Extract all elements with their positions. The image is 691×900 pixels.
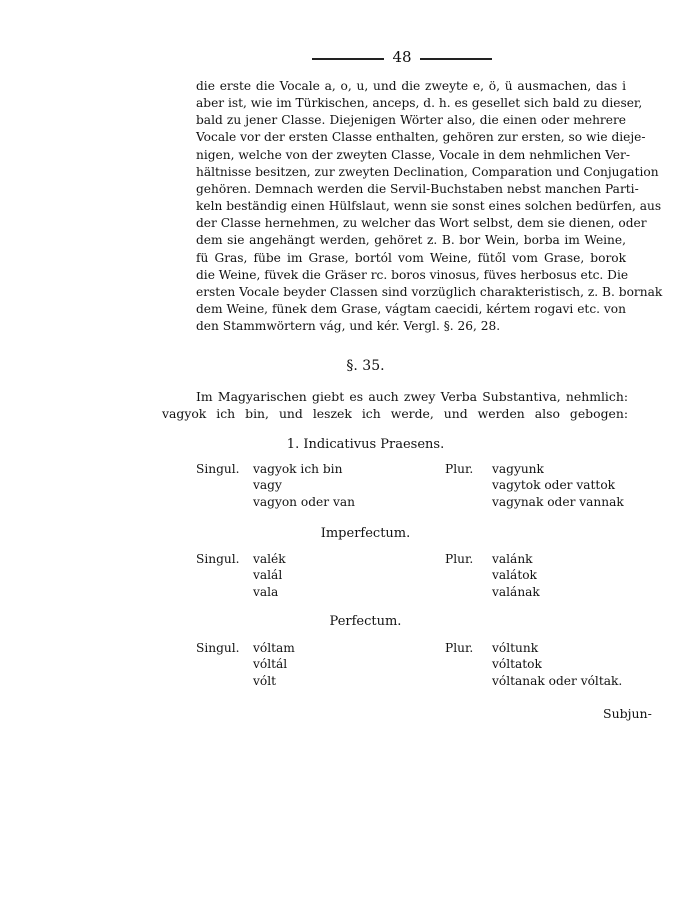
plural-forms xyxy=(492,640,622,689)
section-heading: §. 35. xyxy=(346,358,385,374)
paragraph-line: nigen, welche von der zweyten Classe, Vocale in dem nehmlichen Ver- xyxy=(196,147,630,162)
singular-form: vólt xyxy=(253,673,277,688)
singular-form: vóltam xyxy=(253,641,295,655)
tense-heading-praesens: 1. Indicativus Praesens. xyxy=(286,437,445,452)
header-rule-left xyxy=(312,58,384,60)
paragraph-line: aber ist, wie im Türkischen, anceps, d. h. es gesellet sich bald zu dieser, xyxy=(196,96,643,111)
catchword: Subjun- xyxy=(603,706,652,721)
singular-forms xyxy=(253,640,295,689)
singular-form: valék xyxy=(253,552,286,566)
singular-forms xyxy=(253,551,286,600)
singular-label: Singul. xyxy=(196,462,240,476)
singular-label: Singul. xyxy=(196,552,240,566)
header-rule-right xyxy=(420,58,492,60)
intro-line: vagyok ich bin, und leszek ich werde, und werden also gebogen: xyxy=(162,406,628,421)
paragraph-line: die Weine, füvek die Gräser rc. boros vinosus, füves herbosus etc. Die xyxy=(196,267,629,282)
section-intro xyxy=(162,388,628,422)
singular-form: vóltál xyxy=(253,657,288,672)
paragraph-line: die erste die Vocale a, o, u, und die zweyte e, ö, ü ausmachen, das i xyxy=(196,79,626,93)
plural-label: Plur. xyxy=(445,462,474,476)
singular-forms xyxy=(253,461,355,510)
plural-forms xyxy=(492,461,624,510)
paragraph-line: bald zu jener Classe. Diejenigen Wörter also, die einen oder mehrere xyxy=(196,113,626,128)
singular-form: vala xyxy=(253,584,279,599)
plural-label: Plur. xyxy=(445,552,474,566)
conjugation-perfectum xyxy=(196,640,636,690)
plural-form: vóltanak oder vóltak. xyxy=(492,673,623,688)
plural-form: valának xyxy=(492,584,540,599)
intro-line: Im Magyarischen giebt es auch zwey Verba Substantiva, nehmlich: xyxy=(196,389,628,404)
paragraph-line: ersten Vocale beyder Classen sind vorzüglich charakteristisch, z. B. bornak xyxy=(196,284,663,299)
paragraph-line: gehören. Demnach werden die Servil-Buchstaben nebst manchen Parti- xyxy=(196,181,639,196)
paragraph-line: keln beständig einen Hülfslaut, wenn sie sonst eines solchen bedürfen, aus xyxy=(196,199,662,214)
singular-form: vagyok ich bin xyxy=(253,462,343,476)
page-header xyxy=(312,48,492,68)
paragraph-line: dem Weine, fünek dem Grase, vágtam caecidi, kértem rogavi etc. von xyxy=(196,302,626,317)
plural-form: valánk xyxy=(492,552,533,566)
plural-form: vagynak oder vannak xyxy=(492,494,624,509)
plural-form: vóltunk xyxy=(492,641,539,655)
plural-forms xyxy=(492,551,540,600)
plural-form: vagytok oder vattok xyxy=(492,478,616,493)
tense-heading-imperfectum: Imperfectum. xyxy=(320,526,411,541)
page-number: 48 xyxy=(392,48,412,66)
paragraph-line: der Classe hernehmen, zu welcher das Wort selbst, dem sie dienen, oder xyxy=(196,216,647,231)
conjugation-praesens xyxy=(196,461,636,511)
singular-form: valál xyxy=(253,568,283,583)
singular-form: vagyon oder van xyxy=(253,494,355,509)
plural-form: valátok xyxy=(492,568,537,583)
paragraph-line: den Stammwörtern vág, und kér. Vergl. §. 26, 28. xyxy=(196,319,501,334)
paragraph-line: fü Gras, fübe im Grase, bortól vom Weine, fütől vom Grase, borok xyxy=(196,250,626,265)
singular-form: vagy xyxy=(253,478,282,493)
paragraph-line: Vocale vor der ersten Classe enthalten, gehören zur ersten, so wie dieje- xyxy=(196,130,646,145)
plural-label: Plur. xyxy=(445,641,474,655)
paragraph-line: hältnisse besitzen, zur zweyten Declination, Comparation und Conjugation xyxy=(196,164,659,179)
paragraph-line: dem sie angehängt werden, gehöret z. B. bor Wein, borba im Weine, xyxy=(196,233,626,248)
singular-label: Singul. xyxy=(196,641,240,655)
plural-form: vagyunk xyxy=(492,462,544,476)
plural-form: vóltatok xyxy=(492,657,542,672)
body-paragraph xyxy=(196,78,663,335)
conjugation-imperfectum xyxy=(196,551,636,601)
tense-heading-perfectum: Perfectum. xyxy=(329,614,402,629)
